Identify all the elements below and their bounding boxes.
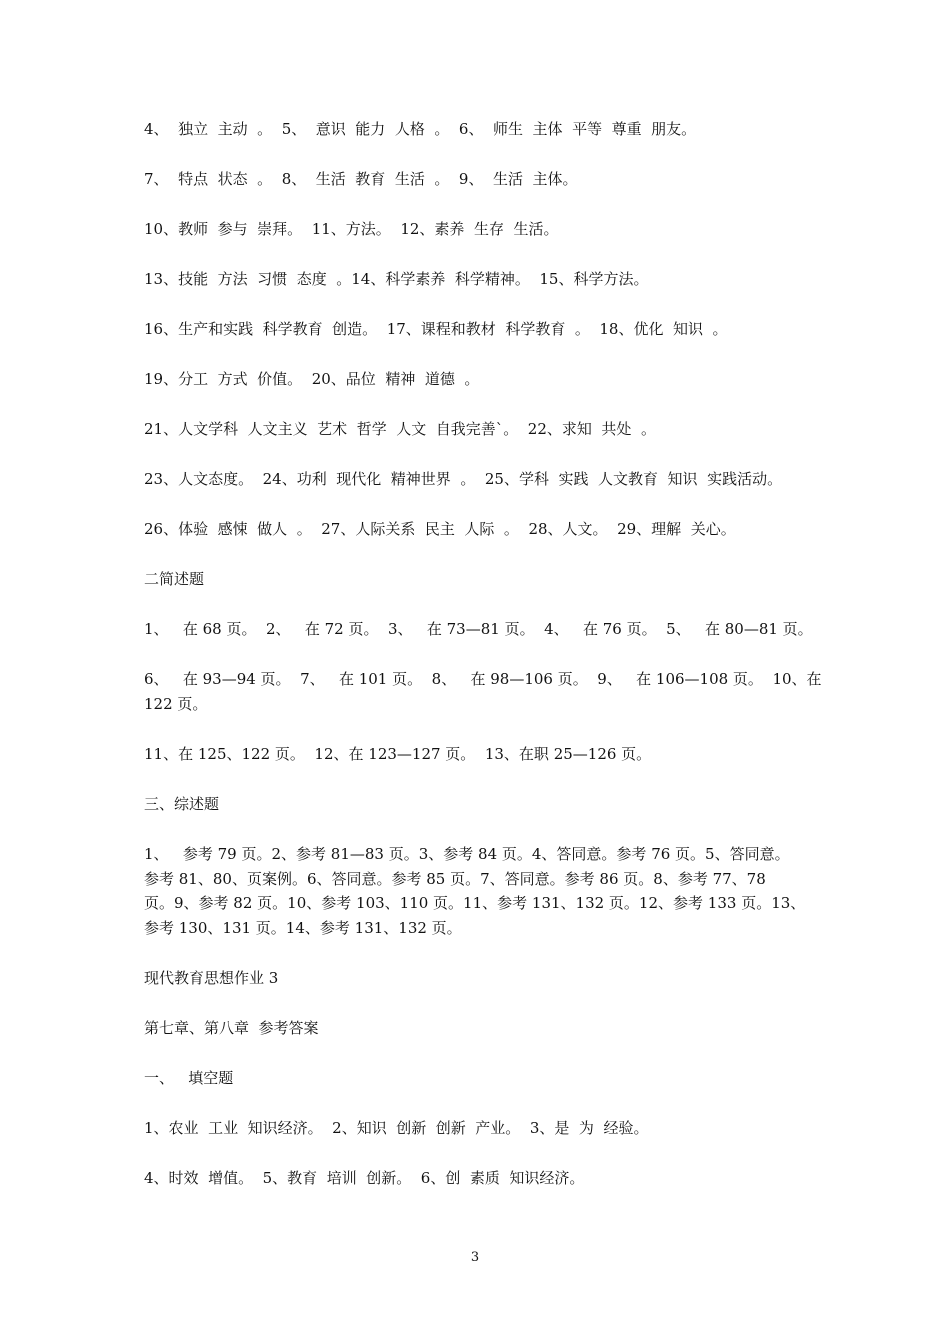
answer-line-19-20: 19、分工 方式 价值。 20、品位 精神 道德 。: [144, 370, 480, 388]
answer-line-23-25: 23、人文态度。 24、功利 现代化 精神世界 。 25、学科 实践 人文教育 知识 实践活动。: [144, 470, 783, 488]
section-heading-short-answer: 二简述题: [144, 570, 205, 588]
answer-line-26-29: 26、体验 感悚 做人 。 27、人际关系 民主 人际 。 28、人文。 29、理解 关心。: [144, 520, 736, 538]
short-answer-line-6-10: 6、 在 93—94 页。 7、 在 101 页。 8、 在 98—106 页。 9、 在 106—108 页。 10、在: [144, 670, 822, 688]
fill-blank-line-4-6: 4、时效 增值。 5、教育 培训 创新。 6、创 素质 知识经济。: [144, 1169, 585, 1187]
page-number: 3: [470, 1250, 480, 1265]
short-answer-block-6-10: [144, 667, 822, 716]
document-content: [144, 117, 822, 1216]
homework-title: 现代教育思想作业 3: [144, 969, 279, 987]
section-heading-comprehensive: 三、综述题: [144, 795, 220, 813]
chapter-title: 第七章、第八章 参考答案: [144, 1019, 319, 1037]
comprehensive-line-3: 页。9、参考 82 页。10、参考 103、110 页。11、参考 131、132 页。12、参考 133 页。13、: [144, 894, 806, 912]
comprehensive-line-4: 参考 130、131 页。14、参考 131、132 页。: [144, 918, 462, 937]
answer-line-16-18: 16、生产和实践 科学教育 创造。 17、课程和教材 科学教育 。 18、优化 知识 。: [144, 320, 728, 338]
comprehensive-answer-block: [144, 842, 816, 940]
comprehensive-line-1: 1、 参考 79 页。2、参考 81—83 页。3、参考 84 页。4、答同意。参考 76 页。5、答同意。: [144, 845, 790, 863]
fill-blank-heading: 一、 填空题: [144, 1069, 234, 1087]
fill-blank-line-1-3: 1、农业 工业 知识经济。 2、知识 创新 创新 产业。 3、是 为 经验。: [144, 1119, 649, 1137]
answer-line-7-9: 7、 特点 状态 。 8、 生活 教育 生活 。 9、 生活 主体。: [144, 170, 578, 188]
answer-line-13-15: 13、技能 方法 习惯 态度 。14、科学素养 科学精神。 15、科学方法。: [144, 270, 649, 288]
answer-line-21-22: 21、人文学科 人文主义 艺术 哲学 人文 自我完善`。 22、求知 共处 。: [144, 420, 656, 438]
short-answer-line-10-cont: 122 页。: [144, 694, 208, 713]
answer-line-10-12: 10、教师 参与 崇拜。 11、方法。 12、素养 生存 生活。: [144, 220, 559, 238]
answer-line-4-6: 4、 独立 主动 。 5、 意识 能力 人格 。 6、 师生 主体 平等 尊重 朋友。: [144, 120, 697, 138]
comprehensive-line-2: 参考 81、80、页案例。6、答同意。参考 85 页。7、答同意。参考 86 页。8、参考 77、78: [144, 869, 766, 888]
short-answer-line-11-13: 11、在 125、122 页。 12、在 123—127 页。 13、在职 25—126 页。: [144, 745, 652, 763]
short-answer-line-1-5: 1、 在 68 页。 2、 在 72 页。 3、 在 73—81 页。 4、 在 76 页。 5、 在 80—81 页。: [144, 620, 813, 638]
